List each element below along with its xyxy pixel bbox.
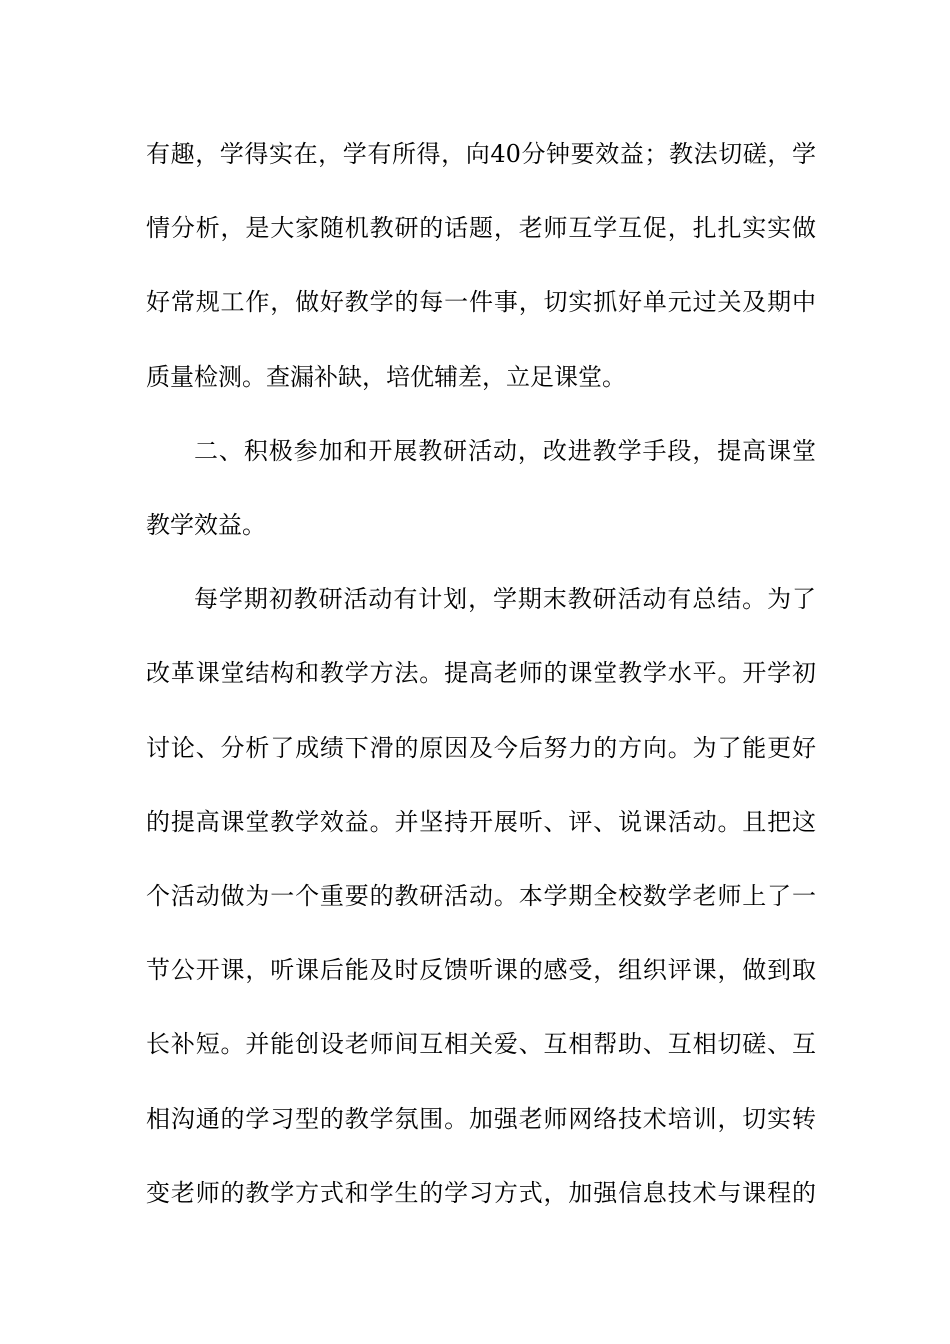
text-line: 的提高课堂教学效益。并坚持开展听、评、说课活动。且把这 xyxy=(146,808,816,836)
text-line: 节公开课，听课后能及时反馈听课的感受，组织评课，做到取 xyxy=(146,956,816,984)
text-line: 相沟通的学习型的教学氛围。加强老师网络技术培训，切实转 xyxy=(146,1105,816,1133)
text-line: 变老师的教学方式和学生的学习方式，加强信息技术与课程的 xyxy=(146,1179,816,1207)
text-line: 有趣，学得实在，学有所得，向40分钟要效益；教法切磋，学 xyxy=(146,140,816,168)
text-line: 每学期初教研活动有计划，学期末教研活动有总结。为了 xyxy=(194,585,816,613)
text-line: 情分析，是大家随机教研的话题，老师互学互促，扎扎实实做 xyxy=(146,214,816,242)
text-line: 讨论、分析了成绩下滑的原因及今后努力的方向。为了能更好 xyxy=(146,734,816,762)
text-line: 教学效益。 xyxy=(146,511,266,539)
text-line: 改革课堂结构和教学方法。提高老师的课堂教学水平。开学初 xyxy=(146,659,816,687)
text-line: 好常规工作，做好教学的每一件事，切实抓好单元过关及期中 xyxy=(146,288,816,316)
text-line: 质量检测。查漏补缺，培优辅差，立足课堂。 xyxy=(146,363,626,391)
text-line: 长补短。并能创设老师间互相关爱、互相帮助、互相切磋、互 xyxy=(146,1030,816,1058)
text-line: 二、积极参加和开展教研活动，改进教学手段，提高课堂 xyxy=(194,437,816,465)
text-line: 个活动做为一个重要的教研活动。本学期全校数学老师上了一 xyxy=(146,882,816,910)
